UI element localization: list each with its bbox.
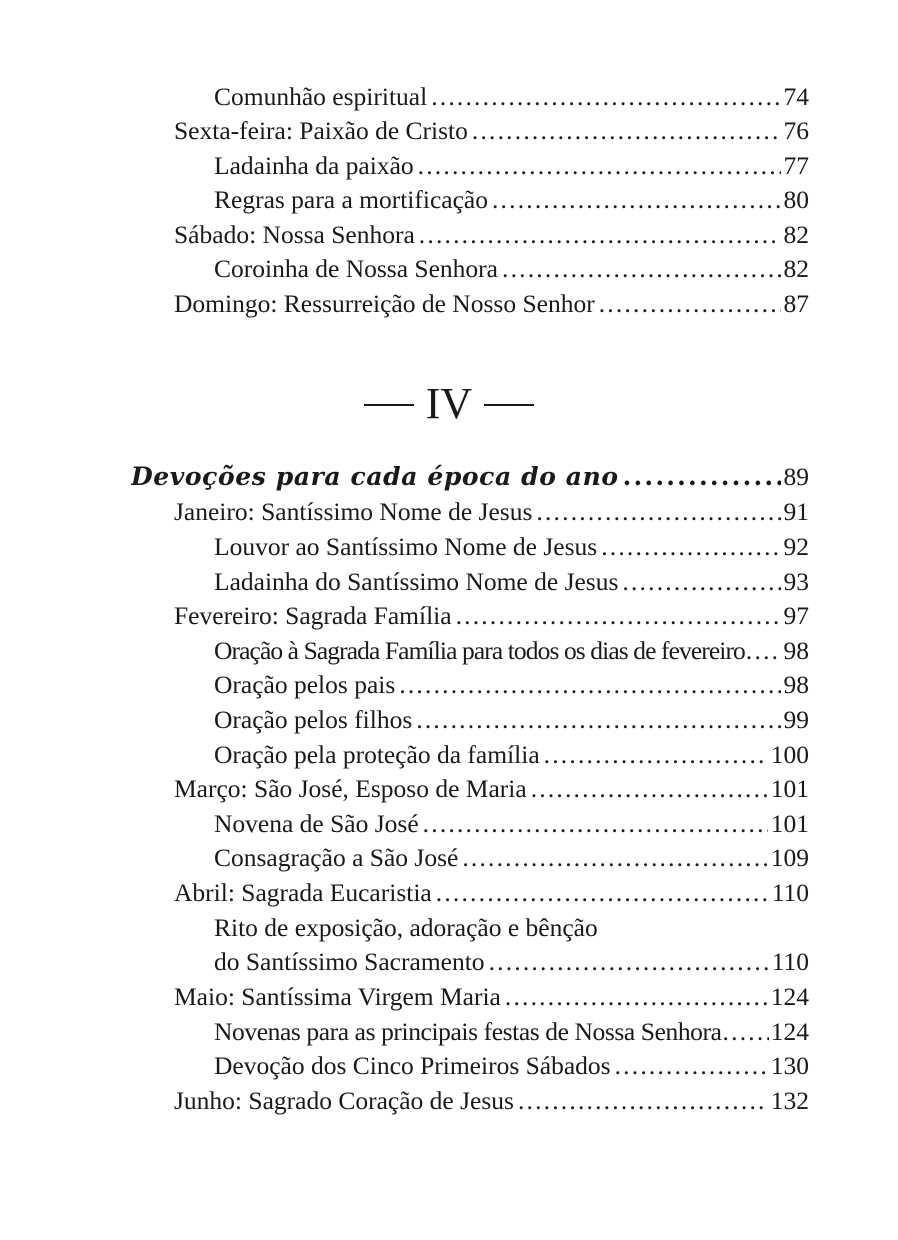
toc-entry: [214, 668, 809, 702]
dot-leader: [419, 218, 781, 252]
part-heading: [0, 378, 898, 428]
toc-entry: [174, 495, 809, 529]
toc-entry-title: Ladainha da paixão: [214, 151, 414, 180]
dot-leader: [723, 1015, 769, 1049]
toc-entry-title: Ladainha do Santíssimo Nome de Jesus: [214, 567, 619, 596]
toc-entry-title: Oração pela proteção da família: [214, 740, 540, 769]
dot-leader: [623, 460, 781, 494]
dot-leader: [599, 287, 781, 321]
toc-entry-page: 98: [783, 670, 809, 699]
dot-leader: [489, 945, 769, 979]
part-numeral: IV: [425, 378, 473, 428]
toc-entry: [214, 565, 809, 599]
toc-entry-page: 132: [770, 1086, 809, 1115]
toc-entry: [174, 599, 809, 633]
toc-entry-title: Devoção dos Cinco Primeiros Sábados: [214, 1051, 611, 1080]
dot-leader: [418, 149, 781, 183]
dot-leader: [431, 80, 780, 114]
toc-entry-page: 98: [783, 636, 809, 665]
section-heading-entry: [131, 460, 809, 494]
toc-entry-title: Abril: Sagrada Eucaristia: [174, 878, 432, 907]
toc-entry-title: Regras para a mortificação: [214, 185, 488, 214]
right-dash-rule: [484, 404, 534, 406]
toc-entry-title: Março: São José, Esposo de Maria: [174, 774, 527, 803]
section-title: Devoções para cada época do ano: [131, 462, 619, 491]
toc-entry-page: 92: [783, 532, 809, 561]
toc-entry-page: 100: [770, 740, 809, 769]
toc-entry-title: Oração à Sagrada Família para todos os dias de fevereiro: [214, 636, 745, 665]
dot-leader: [436, 876, 769, 910]
toc-entry-page: 77: [783, 151, 809, 180]
dot-leader: [615, 1049, 768, 1083]
dot-leader: [746, 634, 782, 668]
dot-leader: [531, 772, 768, 806]
toc-entry: [214, 738, 809, 772]
dot-leader: [416, 703, 780, 737]
toc-entry: [214, 80, 809, 114]
toc-entry-page: 124: [770, 982, 809, 1011]
toc-entry: [214, 634, 809, 668]
toc-entry: [174, 114, 809, 148]
toc-entry-title: Novenas para as principais festas de Nossa Senhora: [214, 1017, 722, 1046]
toc-entry-title: Louvor ao Santíssimo Nome de Jesus: [214, 532, 598, 561]
dot-leader: [544, 738, 768, 772]
toc-entry: [214, 945, 809, 979]
section-page: 89: [783, 462, 809, 491]
toc-entry: [174, 1084, 809, 1118]
dot-leader: [462, 841, 767, 875]
toc-entry-page: 101: [770, 774, 809, 803]
toc-entry-page: 109: [770, 843, 809, 872]
toc-entry-title: Sábado: Nossa Senhora: [174, 220, 415, 249]
toc-entry-title: do Santíssimo Sacramento: [214, 947, 485, 976]
toc-entry-title: Oração pelos filhos: [214, 705, 413, 734]
toc-entry-title: Consagração a São José: [214, 843, 459, 872]
toc-entry-title: Sexta-feira: Paixão de Cristo: [174, 116, 468, 145]
toc-entry-page: 87: [783, 289, 809, 318]
toc-entry-title: Comunhão espiritual: [214, 82, 428, 111]
dot-leader: [505, 980, 768, 1014]
toc-entry-page: 130: [770, 1051, 809, 1080]
dot-leader: [456, 599, 781, 633]
toc-entry: [174, 772, 809, 806]
toc-entry-title: Domingo: Ressurreição de Nosso Senhor: [174, 289, 595, 318]
toc-entry: [214, 841, 809, 875]
dot-leader: [536, 495, 780, 529]
toc-entry-title: Coroinha de Nossa Senhora: [214, 254, 498, 283]
toc-entry: [174, 980, 809, 1014]
toc-entry-title: Janeiro: Santíssimo Nome de Jesus: [174, 497, 533, 526]
toc-entry: [174, 287, 809, 321]
toc-entry-page: 74: [783, 82, 809, 111]
toc-entry: [214, 807, 809, 841]
toc-entry: [214, 252, 809, 286]
toc-entry: [214, 703, 809, 737]
toc-entry-page: 110: [771, 947, 809, 976]
toc-entry: [214, 1049, 809, 1083]
toc-entry-page: 91: [783, 497, 809, 526]
toc-entry-page: 101: [770, 809, 809, 838]
dot-leader: [502, 252, 781, 286]
toc-entry-page: 82: [783, 254, 809, 283]
toc-entry-title: Maio: Santíssima Virgem Maria: [174, 982, 501, 1011]
dot-leader: [622, 565, 780, 599]
toc-entry: [174, 218, 809, 252]
dot-leader: [423, 807, 768, 841]
left-dash-rule: [364, 404, 414, 406]
toc-entry-page: 99: [783, 705, 809, 734]
toc-entry: [214, 911, 809, 945]
toc-entry-page: 93: [783, 567, 809, 596]
toc-entry-page: 76: [783, 116, 809, 145]
toc-entry-title: Oração pelos pais: [214, 670, 396, 699]
dot-leader: [492, 183, 781, 217]
dot-leader: [601, 530, 780, 564]
toc-entry: [214, 530, 809, 564]
dot-leader: [399, 668, 780, 702]
dot-leader: [518, 1084, 768, 1118]
toc-entry-page: 124: [770, 1017, 809, 1046]
toc-entry-page: 82: [783, 220, 809, 249]
toc-entry-page: 80: [783, 185, 809, 214]
toc-entry: [174, 876, 809, 910]
toc-entry-title: Rito de exposição, adoração e bênção: [214, 913, 598, 942]
toc-entry: [214, 149, 809, 183]
toc-entry-title: Novena de São José: [214, 809, 419, 838]
toc-entry: [214, 1015, 809, 1049]
toc-entry-page: 97: [783, 601, 809, 630]
toc-entry-page: 110: [771, 878, 809, 907]
toc-entry-title: Fevereiro: Sagrada Família: [174, 601, 452, 630]
toc-entry-title: Junho: Sagrado Coração de Jesus: [174, 1086, 514, 1115]
toc-entry: [214, 183, 809, 217]
dot-leader: [472, 114, 781, 148]
